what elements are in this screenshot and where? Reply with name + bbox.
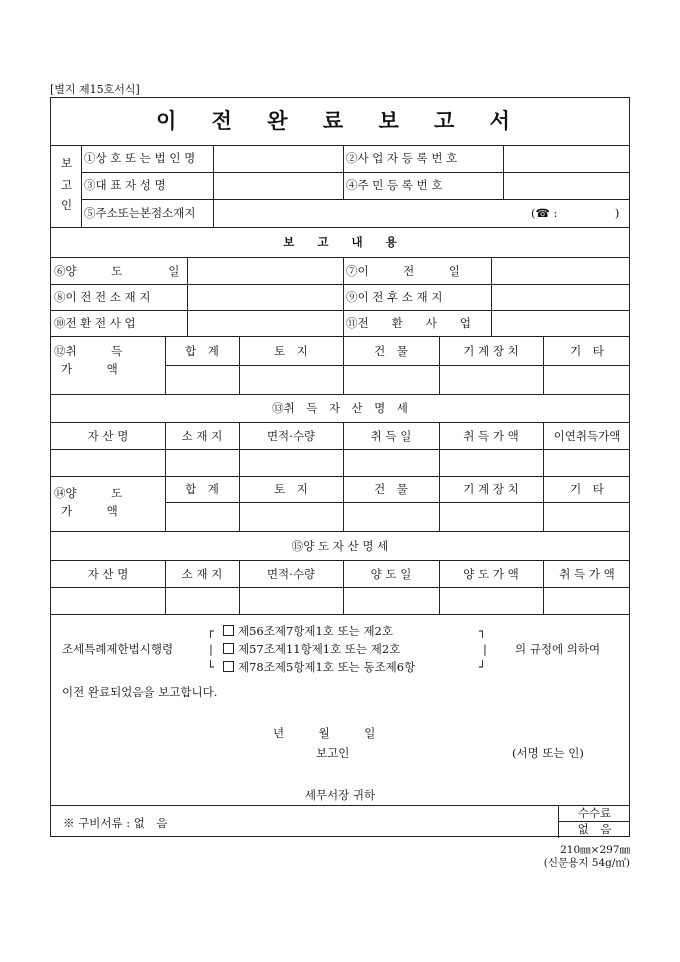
divider: [51, 227, 629, 228]
divider: [165, 365, 629, 366]
bracket-left: └: [207, 660, 214, 674]
divider: [51, 614, 629, 615]
tr-detail-col: 양 도 가 액: [463, 567, 519, 581]
divider: [51, 531, 629, 532]
reporter-side-label: 인: [61, 198, 73, 212]
acq-detail-col: 자 산 명: [87, 429, 129, 443]
prior-business-label: ⑩전 환 전 사 업: [54, 316, 136, 330]
bracket-right: |: [483, 642, 487, 656]
resident-number-label: ④주 민 등 록 번 호: [346, 178, 443, 192]
checkbox[interactable]: [223, 625, 234, 636]
required-documents: ※ 구비서류 : 없 음: [63, 816, 168, 830]
checkbox[interactable]: [223, 643, 234, 654]
divider: [51, 805, 629, 806]
acq-detail-heading: ⑬취 득 자 산 명 세: [272, 401, 408, 415]
acq-col-total: 합 계: [185, 344, 219, 358]
divider: [491, 257, 492, 336]
company-name-label: ①상 호 또 는 법 인 명: [84, 151, 196, 165]
divider: [187, 257, 188, 336]
report-sentence: 이전 완료되었음을 보고합니다.: [62, 685, 218, 699]
divider: [165, 502, 629, 503]
paper-type: (신문용지 54g/㎡): [543, 857, 630, 869]
divider: [81, 199, 629, 200]
divider: [81, 172, 629, 173]
phone-field: (☎ : ): [531, 206, 620, 220]
tr-detail-col: 면적·수량: [266, 567, 316, 581]
business-number-label: ②사 업 자 등 록 번 호: [346, 151, 458, 165]
divider: [51, 310, 629, 311]
checkbox[interactable]: [223, 661, 234, 672]
law-name: 조세특례제한법시행령: [62, 642, 174, 656]
acq-col-other: 기 타: [570, 344, 604, 358]
reporter-side-label: 보: [61, 156, 73, 170]
bracket-left: ┌: [207, 624, 214, 638]
acq-detail-col: 이연취득가액: [553, 429, 621, 443]
addressee: 세무서장 귀하: [304, 788, 376, 802]
reporter-label: 보고인: [316, 746, 350, 760]
divider: [213, 199, 214, 227]
representative-name-label: ③대 표 자 성 명: [84, 178, 166, 192]
law-suffix: 의 규정에 의하여: [515, 642, 601, 656]
acq-col-machinery: 기 계 장 치: [463, 344, 519, 358]
relocation-date-label: ⑦이 전 일: [346, 264, 460, 278]
report-content-heading: 보 고 내 용: [283, 235, 397, 249]
tr-col-building: 건 물: [374, 482, 408, 496]
fee-label: 수수료: [577, 806, 612, 820]
acq-col-building: 건 물: [374, 344, 408, 358]
law-option-2[interactable]: 제57조제11항제1호 또는 제2호: [223, 642, 400, 656]
tr-detail-heading: ⑮양 도 자 산 명 세: [291, 539, 389, 553]
signature-field: (서명 또는 인): [512, 746, 584, 760]
new-location-label: ⑨이 전 후 소 재 지: [346, 290, 443, 304]
divider: [51, 145, 629, 146]
divider: [51, 257, 629, 258]
divider: [343, 257, 344, 336]
acq-detail-col: 취 득 가 액: [463, 429, 519, 443]
divider: [51, 394, 629, 395]
divider: [81, 145, 82, 227]
reporter-side-label: 고: [61, 178, 73, 192]
tr-col-total: 합 계: [185, 482, 219, 496]
divider: [503, 145, 504, 199]
report-date: 년 월 일: [273, 726, 376, 740]
divider: [51, 284, 629, 285]
acq-detail-col: 취 득 일: [370, 429, 412, 443]
tr-detail-col: 자 산 명: [87, 567, 129, 581]
acquisition-price-label: 가 액: [61, 362, 118, 376]
tr-detail-col: 양 도 일: [370, 567, 412, 581]
bracket-right: ┘: [479, 660, 486, 674]
page-title: 이 전 완 료 보 고 서: [156, 108, 524, 133]
transfer-date-label: ⑥양 도 일: [54, 264, 180, 278]
old-location-label: ⑧이 전 전 소 재 지: [54, 290, 151, 304]
paper-size: 210㎜×297㎜: [560, 844, 630, 856]
acquisition-price-label: ⑫취 득: [54, 344, 123, 358]
converted-business-label: ⑪전 환 사 업: [346, 316, 471, 330]
report-form: [50, 97, 630, 837]
bracket-left: |: [209, 642, 213, 656]
acq-detail-col: 소 재 지: [181, 429, 223, 443]
law-option-1[interactable]: 제56조제7항제1호 또는 제2호: [223, 624, 393, 638]
address-label: ⑤주소또는본점소재지: [84, 206, 196, 220]
law-option-3[interactable]: 제78조제5항제1호 또는 동조제6항: [223, 660, 415, 674]
tr-col-land: 토 지: [274, 482, 308, 496]
transfer-price-label: 가 액: [61, 504, 118, 518]
fee-value: 없 음: [577, 822, 612, 836]
transfer-price-label: ⑭양 도: [54, 486, 123, 500]
divider: [213, 145, 214, 199]
tr-col-machinery: 기 계 장 치: [463, 482, 519, 496]
tr-detail-col: 취 득 가 액: [559, 567, 615, 581]
acq-col-land: 토 지: [274, 344, 308, 358]
tr-detail-col: 소 재 지: [181, 567, 223, 581]
divider: [343, 145, 344, 199]
acq-detail-col: 면적·수량: [266, 429, 316, 443]
tr-col-other: 기 타: [570, 482, 604, 496]
bracket-right: ┐: [479, 624, 486, 638]
form-number: [별지 제15호서식]: [50, 83, 140, 96]
